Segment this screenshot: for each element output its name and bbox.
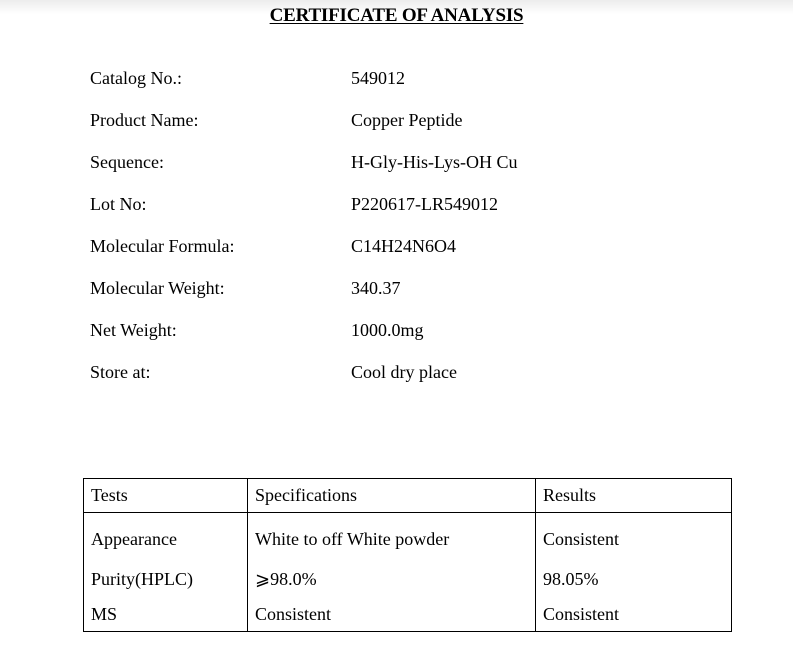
info-value: C14H24N6O4 [351,236,457,256]
info-row-lot-no [0,194,793,218]
info-value: Copper Peptide [351,110,463,130]
test-cell: MS [84,598,248,632]
info-label: Lot No: [90,194,147,214]
info-value: H-Gly-His-Lys-OH Cu [351,152,518,172]
info-label: Molecular Formula: [90,236,235,256]
table-row [84,561,732,598]
info-value: 1000.0mg [351,320,424,340]
table-header-row [84,479,732,513]
info-label: Molecular Weight: [90,278,225,298]
info-row-net-weight [0,320,793,344]
result-cell: Consistent [536,513,732,562]
result-cell: 98.05% [536,561,732,598]
table-row [84,513,732,562]
specification-cell: ⩾98.0% [248,561,536,598]
table-row [84,598,732,632]
test-cell: Purity(HPLC) [84,561,248,598]
column-header-tests: Tests [84,479,248,513]
info-row-catalog-no [0,68,793,92]
result-cell: Consistent [536,598,732,632]
info-value: Cool dry place [351,362,457,382]
info-row-molecular-weight [0,278,793,302]
column-header-results: Results [536,479,732,513]
info-row-product-name [0,110,793,134]
specification-cell: Consistent [248,598,536,632]
info-label: Net Weight: [90,320,177,340]
specification-cell: White to off White powder [248,513,536,562]
analysis-results-table [83,478,732,632]
test-cell: Appearance [84,513,248,562]
document-title: CERTIFICATE OF ANALYSIS [269,5,524,26]
info-value: 549012 [351,68,405,88]
column-header-specifications: Specifications [248,479,536,513]
info-row-store-at [0,362,793,386]
info-label: Product Name: [90,110,199,130]
info-value: 340.37 [351,278,401,298]
info-label: Sequence: [90,152,164,172]
info-row-sequence [0,152,793,176]
info-value: P220617-LR549012 [351,194,499,214]
info-row-molecular-formula [0,236,793,260]
info-label: Catalog No.: [90,68,182,88]
info-label: Store at: [90,362,151,382]
